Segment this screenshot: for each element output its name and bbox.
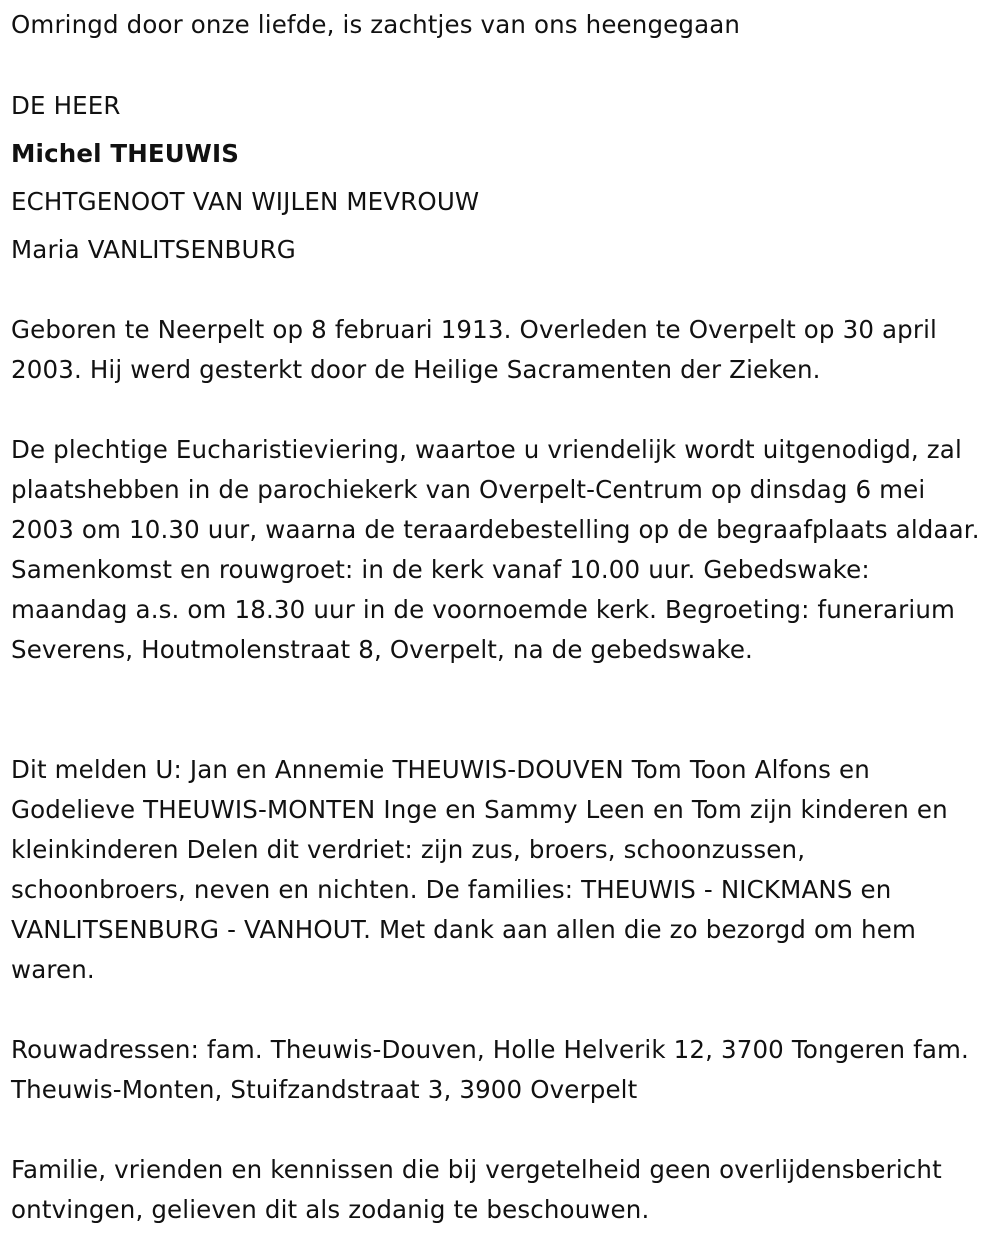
spouse-relation: ECHTGENOOT VAN WIJLEN MEVROUW	[11, 187, 480, 216]
spouse-name: Maria VANLITSENBURG	[11, 235, 296, 264]
intro-text: Omringd door onze liefde, is zachtjes van ons heengegaan	[11, 10, 741, 39]
announcement-paragraph: Dit melden U: Jan en Annemie THEUWIS-DOUVEN Tom Toon Alfons en Godelieve THEUWIS-MONTEN Inge en Sammy Leen en Tom zijn kinderen en kleinkinderen Delen dit verdriet: zijn zus, broers, schoonzussen, schoonbroers, neven en nichten. De families: THEUWIS - NICKMANS en VANLITSENBURG - VANHOUT. Met dank aan allen die zo bezorgd om hem waren.	[11, 755, 948, 984]
title-prefix: DE HEER	[11, 91, 121, 120]
addresses-paragraph: Rouwadressen: fam. Theuwis-Douven, Holle Helverik 12, 3700 Tongeren fam. Theuwis-Monten, Stuifzandstraat 3, 3900 Overpelt	[11, 1035, 969, 1104]
closing-paragraph: Familie, vrienden en kennissen die bij vergetelheid geen overlijdensbericht ontvingen, gelieven dit als zodanig te beschouwen.	[11, 1155, 942, 1224]
deceased-name: Michel THEUWIS	[11, 139, 240, 168]
birth-death-paragraph: Geboren te Neerpelt op 8 februari 1913. Overleden te Overpelt op 30 april 2003. Hij werd gesterkt door de Heilige Sacramenten der Zieken.	[11, 315, 937, 384]
ceremony-paragraph: De plechtige Eucharistieviering, waartoe u vriendelijk wordt uitgenodigd, zal plaatshebben in de parochiekerk van Overpelt-Centrum op dinsdag 6 mei 2003 om 10.30 uur, waarna de teraardebestelling op de begraafplaats aldaar. Samenkomst en rouwgroet: in de kerk vanaf 10.00 uur. Gebedswake: maandag a.s. om 18.30 uur in de voornoemde kerk. Begroeting: funerarium Severens, Houtmolenstraat 8, Overpelt, na de gebedswake.	[11, 435, 980, 664]
